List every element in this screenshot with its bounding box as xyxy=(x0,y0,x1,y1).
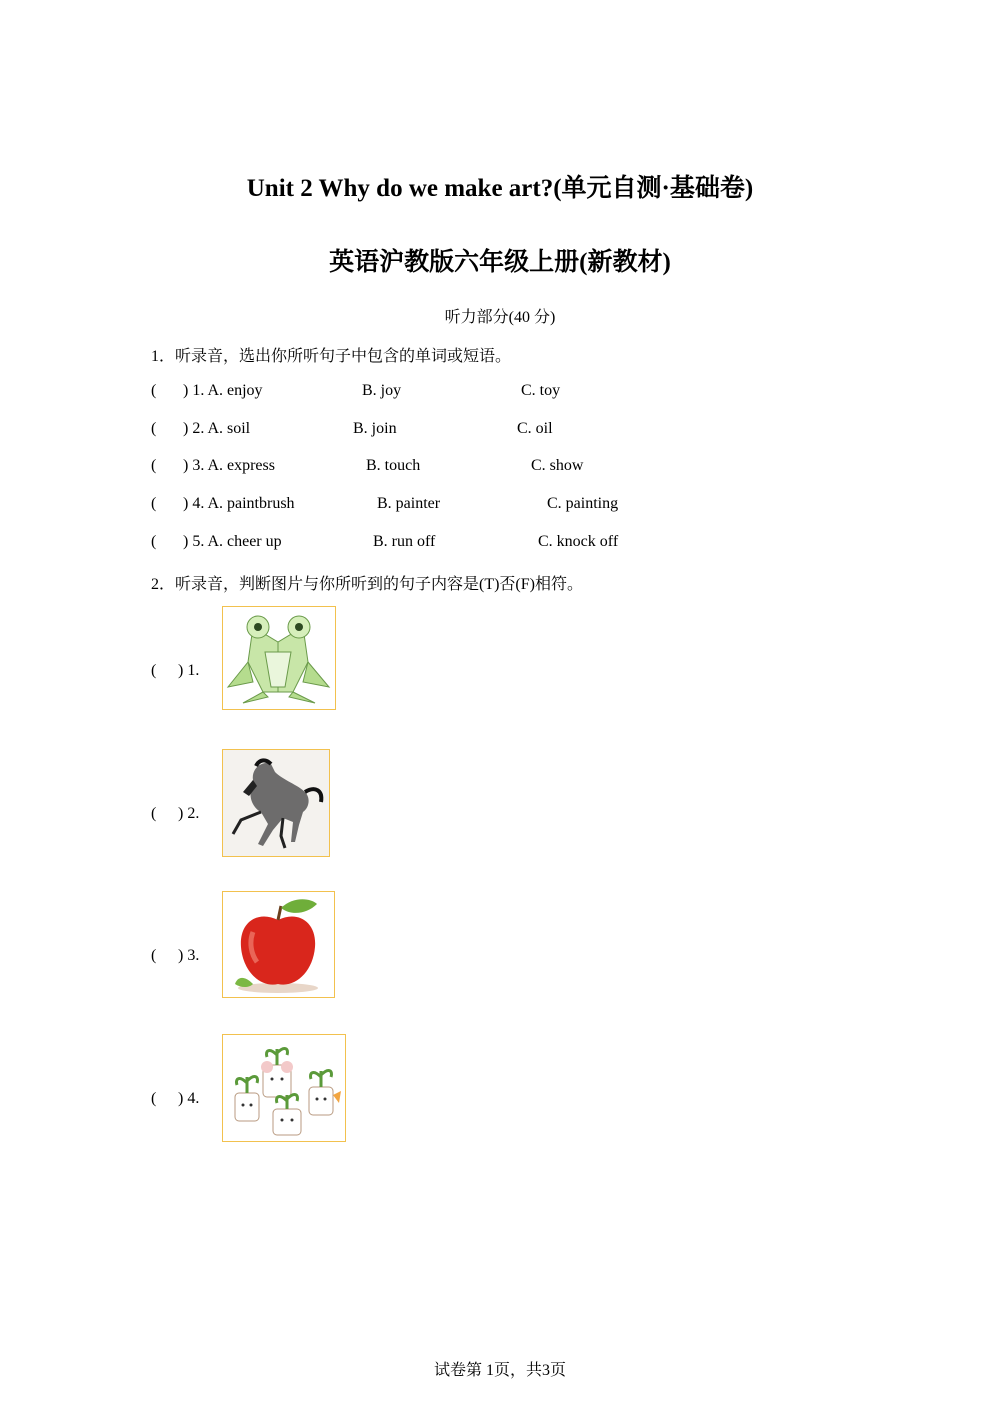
option-a: ) 1. A. enjoy xyxy=(183,382,263,399)
option-a: ) 2. A. soil xyxy=(183,420,251,437)
answer-paren[interactable]: ( xyxy=(151,805,157,822)
answer-paren[interactable]: ( xyxy=(151,662,157,679)
origami-frog-image xyxy=(222,606,336,710)
option-a: ) 5. A. cheer up xyxy=(183,533,282,550)
option-b: B. painter xyxy=(377,495,441,512)
answer-paren[interactable]: ( xyxy=(151,382,157,399)
answer-paren[interactable]: ( xyxy=(151,533,157,550)
answer-paren[interactable]: ( xyxy=(151,420,157,437)
option-c: C. toy xyxy=(521,382,561,399)
option-c: C. painting xyxy=(547,495,619,512)
question-2-item xyxy=(151,1090,200,1108)
option-c: C. show xyxy=(531,457,584,474)
question-2-item xyxy=(151,805,200,823)
answer-paren[interactable]: ( xyxy=(151,1090,157,1107)
option-a: ) 3. A. express xyxy=(183,457,275,474)
question-2-instruction: 2．听录音，判断图片与你所听到的句子内容是(T)否(F)相符。 xyxy=(151,576,583,593)
item-number: ) 4. xyxy=(178,1090,200,1107)
question-1-instruction: 1．听录音，选出你所听句子中包含的单词或短语。 xyxy=(151,348,512,365)
option-a: ) 4. A. paintbrush xyxy=(183,495,295,512)
option-b: B. join xyxy=(353,420,397,437)
answer-paren[interactable]: ( xyxy=(151,495,157,512)
answer-paren[interactable]: ( xyxy=(151,947,157,964)
page-title: Unit 2 Why do we make art?(单元自测·基础卷) xyxy=(246,175,754,202)
option-c: C. knock off xyxy=(538,533,619,550)
ink-horse-image xyxy=(222,749,330,857)
potted-plants-image xyxy=(222,1034,346,1142)
question-2-item xyxy=(151,947,200,965)
item-number: ) 1. xyxy=(178,662,200,679)
option-b: B. run off xyxy=(373,533,436,550)
question-2-item xyxy=(151,662,200,680)
item-number: ) 3. xyxy=(178,947,200,964)
page-subtitle: 英语沪教版六年级上册(新教材) xyxy=(329,249,671,276)
answer-paren[interactable]: ( xyxy=(151,457,157,474)
option-b: B. joy xyxy=(362,382,402,399)
section-heading: 听力部分(40 分) xyxy=(444,309,556,326)
option-c: C. oil xyxy=(517,420,553,437)
red-apple-image xyxy=(222,891,335,998)
option-b: B. touch xyxy=(366,457,421,474)
item-number: ) 2. xyxy=(178,805,200,822)
page-footer: 试卷第 1页，共3页 xyxy=(433,1362,566,1379)
